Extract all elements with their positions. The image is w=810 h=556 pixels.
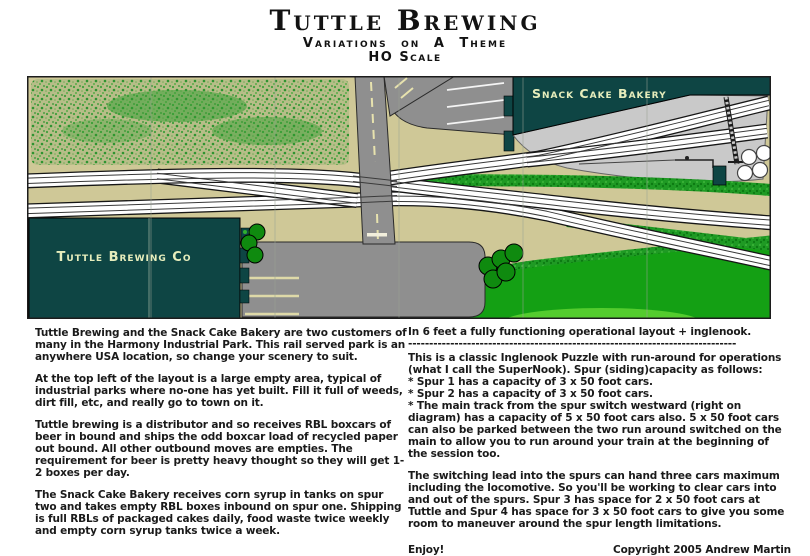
copyright-note: Copyright 2005 Andrew Martin (613, 544, 791, 556)
switching-paragraph: The switching lead into the spurs can hand three cars maximum including the locomotive. So you'll be working to clear cars into and out of the spurs. Spur 3 has space for 2 x 50 foot cars at Tuttle and Spur 4 has space for 3 x 50 foot cars to give you some room to maneuver around the spur length limitations. (408, 470, 785, 530)
dashed-divider: ------------------------------------------------------------------------------ (408, 338, 737, 350)
spur-bullet: * Spur 1 has a capacity of 3 x 50 foot cars. (408, 376, 653, 388)
paragraph: At the top left of the layout is a large empty area, typical of industrial parks where no-one has yet built. Fill it full of weeds, dirt fill, etc, and really go to town on it. (35, 373, 403, 409)
spur-bullet: * The main track from the spur switch westward (right on diagram) has a capacity of 5 x 50 foot cars also. 5 x 50 foot cars can also be parked between the two run around switched on the main to allow you to run around your train at the beginning of the session too. (408, 400, 782, 460)
track-plan-diagram (27, 76, 771, 319)
scale-label: HO Scale (368, 50, 442, 65)
brewery-label: Tuttle Brewing Co (56, 250, 192, 265)
paragraph: The Snack Cake Bakery receives corn syrup in tanks on spur two and takes empty RBL boxes inbound on spur one. Shipping is full RBLs of packaged cakes daily, food waste twice weekly and empty corn syrup tanks twice a week. (35, 489, 402, 537)
footer-row (408, 544, 791, 556)
brewery-building (29, 218, 253, 319)
south-parking-lot (242, 242, 485, 317)
spur-bullet: * Spur 2 has a capacity of 3 x 50 foot cars. (408, 388, 653, 400)
page-header (0, 6, 810, 65)
vegetation-area (31, 79, 349, 165)
loading-dock (240, 268, 249, 283)
stop-bar (367, 233, 387, 237)
operations-intro: This is a classic Inglenook Puzzle with run-around for operations (what I call the SuperNook). Spur (siding)capacity as follows: (408, 352, 782, 376)
page-title: Tuttle Brewing (269, 4, 541, 37)
paragraph: Tuttle brewing is a distributor and so receives RBL boxcars of beer in bound and ships the odd boxcar load of recycled paper out bound. All other outbound moves are empties. The requirement for beer is pretty heavy thought so they will get 1-2 boxes per day. (35, 419, 405, 479)
bakery-label: Snack Cake Bakery (532, 86, 667, 101)
loading-dock (240, 290, 249, 303)
page-subtitle: Variations on A Theme (302, 36, 508, 51)
operations-heading: In 6 feet a fully functioning operational layout + inglenook. (408, 326, 752, 338)
left-text-column (35, 327, 407, 547)
right-text-column (408, 326, 791, 556)
pump-house (713, 166, 726, 185)
enjoy-note: Enjoy! (408, 544, 445, 556)
paragraph: Tuttle Brewing and the Snack Cake Bakery are two customers of many in the Harmony Industrial Park. This rail served park is an anywhere USA location, so change your scenery to suit. (35, 327, 407, 363)
